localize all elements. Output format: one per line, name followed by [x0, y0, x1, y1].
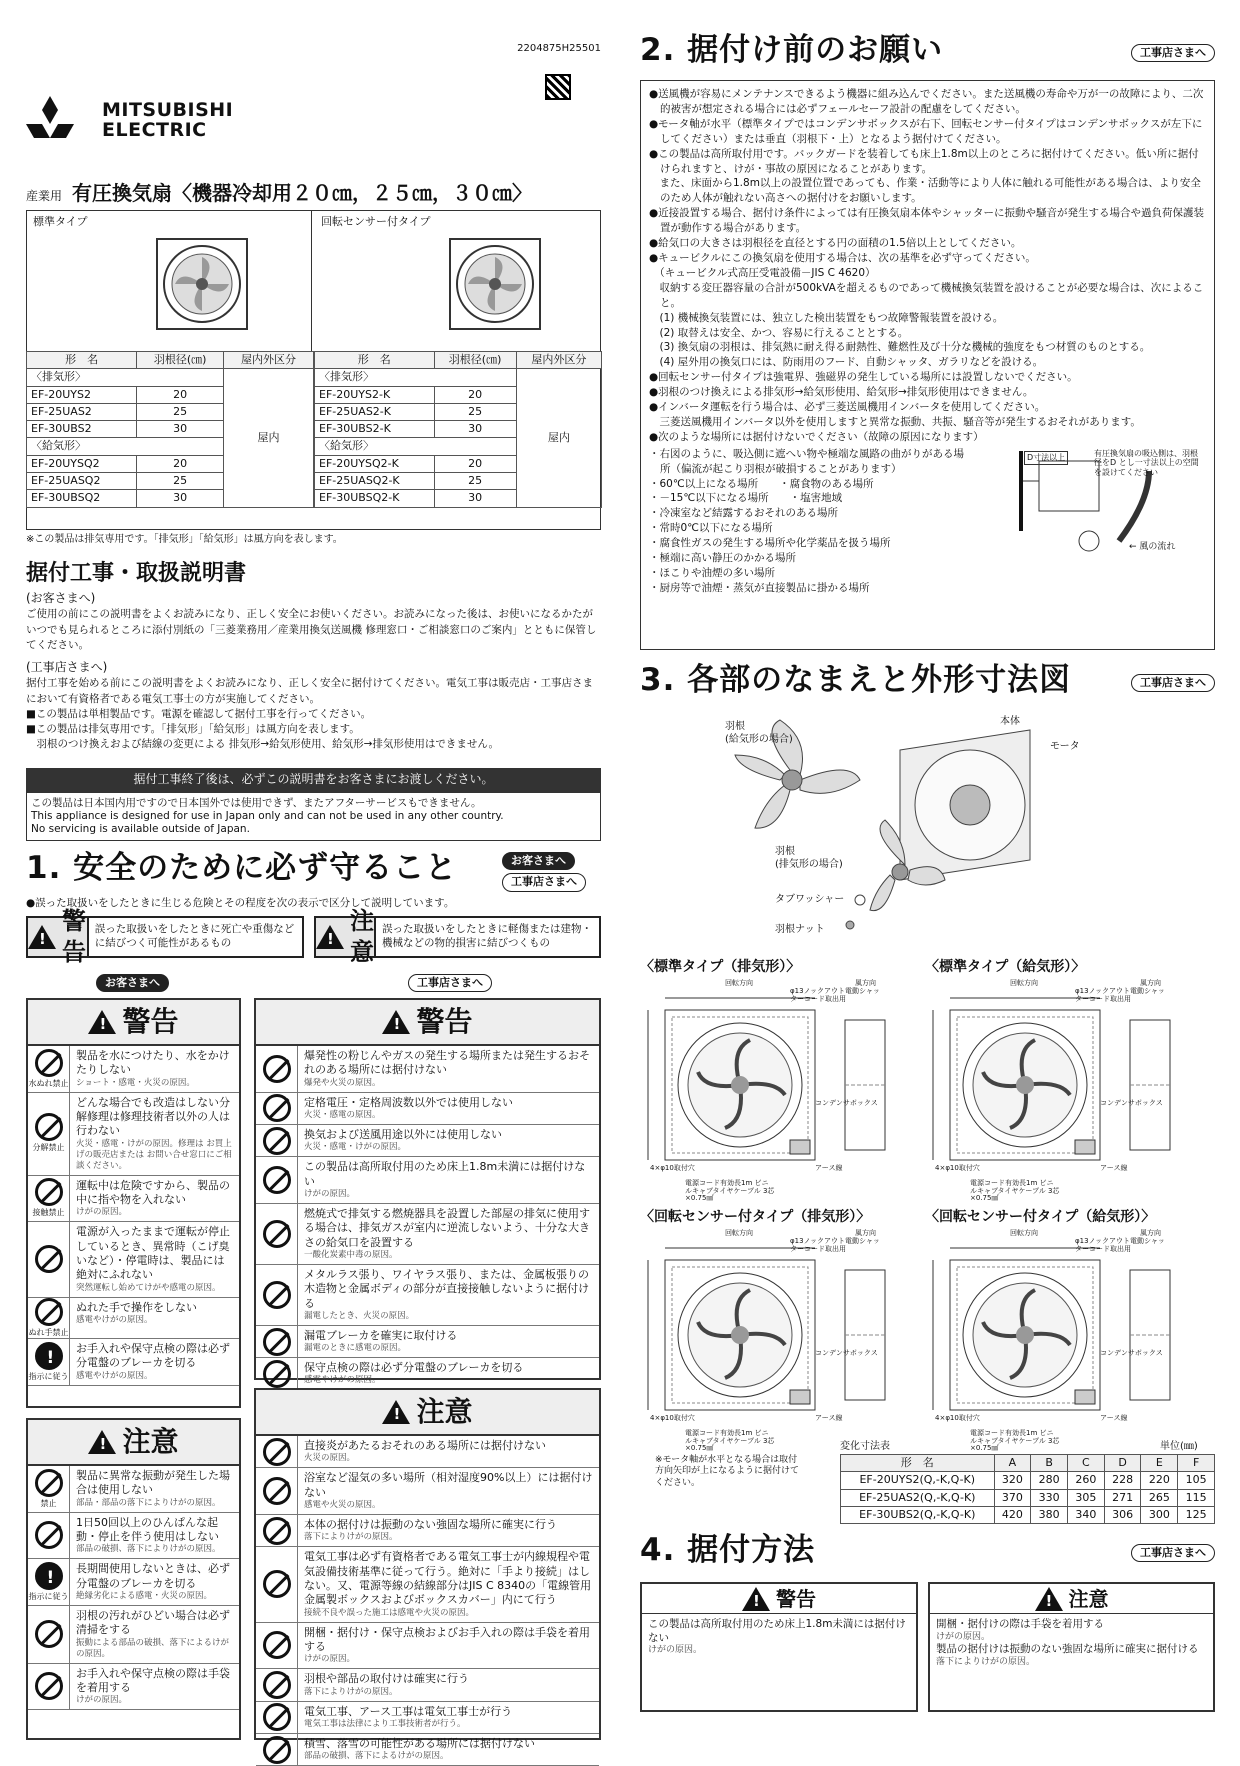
- label-washer: タブワッシャー: [775, 894, 845, 905]
- model-table-sensor: 形 名 羽根径(㎝) 屋内外区分 〈排気形〉 屋内 EF-20UYS2-K 20 EF-25UAS2-K 25 EF-30UBS2-K 30 〈給気形〉 EF-20UYSQ2-K 20 EF-25UASQ2-K 25 EF-30UBSQ2-K 30: [314, 351, 602, 508]
- item-text: 積雪、落雪の可能性がある場所には据付けない: [304, 1736, 535, 1750]
- installer-pill-2: 工事店さまへ: [408, 974, 492, 992]
- list-item: 収納する変圧器容量の合計が500kVAを超えるものであって機械換気装置を設けることが必要な場合は、次によること。: [649, 281, 1204, 309]
- item-text: 開梱・据付け・保守点検およびお手入れの際は手袋を着用する: [304, 1625, 590, 1653]
- list-item: ●キュービクルにこの換気扇を使用する場合は、次の基準を必ず守ってください。: [649, 251, 1036, 264]
- list-item: [256, 1204, 599, 1265]
- list-item: また、床面から1.8m以上の設置位置であっても、作業・活動等により人体に触れる可能性がある場合は、より安全のため人体が触れない高さへの据付けをお願いします。: [649, 177, 1201, 205]
- list-item: 接触禁止 運転中は危険ですから、製品の中に指や物を入れない けがの原因。: [28, 1176, 239, 1223]
- list-item: ●送風機が容易にメンテナンスできるよう機器に組み込んでください。また送風機の寿命や万が一の故障により、二次的被害が想定される場合には必ずフェールセーフ設計の配慮をしてください。: [649, 88, 1204, 115]
- mounting-holes-label: 4×φ10取付穴: [650, 1164, 695, 1172]
- item-subtext: 落下によりけがの原因。: [304, 1686, 398, 1697]
- list-item: ・常時0℃以下になる場所: [649, 522, 773, 535]
- wind-direction-label: 風方向: [1140, 1229, 1161, 1237]
- section1-title: 1. 安全のために必ず守ること: [26, 850, 458, 886]
- prohibition-icon: [35, 1620, 63, 1648]
- customer-pill-2: お客さまへ: [96, 974, 169, 992]
- section4-caution-box: ! 注意 開梱・据付けの際は手袋を着用する けがの原因。 製品の据付けは振動のない強固な場所に確実に据付ける 落下によりけがの原因。: [928, 1582, 1215, 1712]
- wind-direction-label: 風方向: [1140, 979, 1161, 987]
- prohibition-icon: [263, 1477, 291, 1505]
- document-number: 2204875H25501: [517, 43, 601, 54]
- item-subtext: ショート・感電・火災の原因。: [76, 1077, 195, 1088]
- list-item: ・右図のように、吸込側に遮へい物や極端な風路の曲がりがある場所（偏流が起こり羽根が破損することがあります）: [649, 447, 964, 475]
- prohibition-icon: [263, 1166, 291, 1194]
- item-subtext: けがの原因。: [76, 1695, 128, 1706]
- list-item: [28, 1664, 239, 1711]
- list-item: ・冷凍室など結露するおそれのある場所: [649, 507, 838, 520]
- knockout-label: φ13ノックアウト電動シャッターコード取出用: [790, 1237, 880, 1253]
- label-body: 本体: [1000, 716, 1020, 727]
- item-subtext: 感電やけがの原因。: [304, 1375, 381, 1386]
- list-item: [256, 1734, 599, 1766]
- item-subtext: 接続不良や誤った施工は感電や火災の原因。: [304, 1607, 475, 1618]
- section4-title: 4. 据付方法: [640, 1532, 816, 1568]
- list-item: [256, 1265, 599, 1326]
- prohibition-icon: [35, 1298, 63, 1326]
- capacitor-box-label: コンデンサボックス: [815, 1099, 878, 1107]
- power-cord-label: 電源コード有効長1m ビニルキャブタイヤケーブル 3芯×0.75㎟: [970, 1429, 1060, 1453]
- fan-front-view-icon: [925, 980, 1210, 1195]
- dim-table-unit: 単位(㎜): [1160, 1441, 1198, 1452]
- item-text: 製品を水につけたり、水をかけたりしない: [76, 1049, 230, 1077]
- fan-front-view-icon: [640, 1230, 925, 1445]
- list-item: 分解禁止 どんな場合でも改造はしない分解修理は修理技術者以外の人は行わない 火災・感電・けがの原因。修理は お買上げの販売店または お問い合せ窓口にご相談ください。: [28, 1093, 239, 1176]
- model-box: [26, 210, 601, 530]
- list-item: ぬれ手禁止 ぬれた手で操作をしない 感電やけがの原因。: [28, 1298, 239, 1339]
- list-item: ●インバータ運転を行う場合は、必ず三菱送風機用インバータを使用してください。: [649, 401, 1046, 414]
- list-item: 禁止 製品に異常な振動が発生した場合は使用しない 部品・部品の落下によりけがの原因。: [28, 1466, 239, 1513]
- item-text: 燃焼式で排気する燃焼器具を設置した部屋の排気に使用する場合は、排気ガスが室内に逆流しないよう、十分な大きさの給気口を設置する: [304, 1206, 590, 1249]
- power-cord-label: 電源コード有効長1m ビニルキャブタイヤケーブル 3芯×0.75㎟: [685, 1179, 775, 1203]
- prohibition-icon: [263, 1281, 291, 1309]
- customer-warning-panel: ! 警告 水ぬれ禁止 製品を水につけたり、水をかけたりしない ショート・感電・火災の原因。 分解禁止 どんな場合でも改造はしない分解修理は修理技術者以外の人は行わない 火災・感電・けがの原因。修理は お買上げの販売店または お問い合せ窓口にご相談ください。 接触禁止 運転中は危険ですから、製品の中に指や物を入れない けがの原因。 電源が入ったままで運転が停止しているとき、異常時（こげ臭いなど）・停電時は、製品には絶対にふれない 突然運転し始めてけがや感電の原因。 ぬれ手禁止 ぬれた手で操作をしない 感電やけがの原因。 ! 指示に従う お手入れや保守点検の際は必ず分電盤のブレーカを切る 感電やけがの原因。: [26, 998, 241, 1408]
- earth-wire-label: アース線: [1100, 1164, 1128, 1172]
- label-nut: 羽根ナット: [775, 924, 825, 935]
- qr-code: [545, 74, 571, 100]
- warning-legend: ! 警告 誤った取扱いをしたときに死亡や重傷などに結びつく可能性があるもの: [26, 916, 304, 958]
- parts-diagram: [640, 710, 1215, 950]
- section2-box: [640, 80, 1215, 650]
- list-item: ! 指示に従う 長期間使用しないときは、必ず分電盤のブレーカを切る 絶縁劣化による感電・火災の原因。: [28, 1559, 239, 1606]
- item-subtext: 落下によりけがの原因。: [304, 1532, 398, 1543]
- list-item: ●給気口の大きさは羽根径を直径とする円の面積の1.5倍以上としてください。: [649, 237, 1022, 250]
- power-cord-label: 電源コード有効長1m ビニルキャブタイヤケーブル 3芯×0.75㎟: [685, 1429, 775, 1453]
- item-text: 電気工事、アース工事は電気工事士が行う: [304, 1704, 513, 1718]
- prohibition-icon: [263, 1094, 291, 1122]
- fan-standard-icon: [147, 229, 257, 339]
- list-item: [256, 1358, 599, 1390]
- list-item: ●次のような場所には据付けないでください（故障の原因になります）: [649, 430, 984, 443]
- inlet-note: 有圧換気扇の吸込側は、羽根径をD とし一寸法以上の空間を設けてください: [1094, 448, 1199, 477]
- item-subtext: 漏電したとき、火災の原因。: [304, 1310, 415, 1321]
- item-subtext: 火災の原因。: [304, 1453, 356, 1464]
- prohibition-icon: [35, 1521, 63, 1549]
- list-item: [28, 1513, 239, 1560]
- section4-warning-box: ! 警告 この製品は高所取付用のため床上1.8m未満には据付けない けがの原因。: [640, 1582, 918, 1712]
- item-text: 保守点検の際は必ず分電盤のブレーカを切る: [304, 1361, 524, 1375]
- rotation-direction-label: 回転方向: [725, 979, 753, 987]
- product-title: 産業用 有圧換気扇〈機器冷却用２０㎝，２５㎝，３０㎝〉: [26, 181, 533, 205]
- list-item: [256, 1468, 599, 1515]
- item-subtext: 感電やけがの原因。: [76, 1314, 153, 1325]
- sensor-type-label: 回転センサー付タイプ: [321, 215, 431, 228]
- prohibition-icon: [35, 1113, 63, 1141]
- rotation-direction-label: 回転方向: [725, 1229, 753, 1237]
- item-text: 製品に異常な振動が発生した場合は使用しない: [76, 1469, 230, 1497]
- section3-title: 3. 各部のなまえと外形寸法図: [640, 662, 1072, 698]
- left-column: [26, 30, 601, 1762]
- installer-warning-panel: ! 警告 爆発性の粉じんやガスの発生する場所または発生するおそれのある場所には据付けない 爆発や火災の原因。 定格電圧・定格周波数以外では使用しない 火災・感電の原因。 換気および送風用途以外には使用しない 火災・感電・けがの原因。 この製品は高所取付用のため床上1.8m未満には据付けない けがの原因。 燃焼式で排気する燃焼器具を設置した部屋の排気に使用する場合は、排気ガスが室内に逆流しないよう、十分な大きさの給気口を設置する 一酸化炭素中毒の原因。 メタルラス張り、ワイヤラス張り、または、金属板張りの木造物と金属ボディの部分が直接接触しないように据付ける 漏電したとき、火災の原因。 漏電ブレーカを確実に取付ける 漏電のときに感電の原因。 保守点検の際は必ず分電盤のブレーカを切る 感電やけがの原因。: [254, 998, 601, 1380]
- motor-axis-note: ※モータ軸が水平となる場合は取付方向矢印が上になるように据付けてください。: [655, 1455, 800, 1488]
- model-table-standard: 形 名 羽根径(㎝) 屋内外区分 〈排気形〉 屋内 EF-20UYS2 20 EF-25UAS2 25 EF-30UBS2 30 〈給気形〉 EF-20UYSQ2 20 EF-25UASQ2 25 EF-30UBSQ2 30: [26, 351, 314, 508]
- dimension-drawing: [640, 1230, 925, 1445]
- item-text: 直接炎があたるおそれのある場所には据付けない: [304, 1439, 546, 1452]
- prohibition-icon: [263, 1517, 291, 1545]
- knockout-label: φ13ノックアウト電動シャッターコード取出用: [1075, 1237, 1165, 1253]
- prohibition-icon: [263, 1736, 291, 1764]
- item-subtext: けがの原因。: [304, 1654, 356, 1665]
- list-item: ●回転センサー付タイプは強電界、強磁界の発生している場所には設置しないでください。: [649, 371, 1078, 384]
- instruction-icon: [35, 1562, 63, 1590]
- item-text: 運転中は危険ですから、製品の中に指や物を入れない: [76, 1178, 230, 1206]
- prohibition-icon: [35, 1178, 63, 1206]
- prohibition-icon: [263, 1570, 291, 1598]
- label-blade-exhaust: 羽根 (排気形の場合): [775, 846, 843, 870]
- dim-title-sensor-supply: 〈回転センサー付タイプ（給気形）〉: [925, 1209, 1156, 1225]
- item-text: 爆発性の粉じんやガスの発生する場所または発生するおそれのある場所には据付けない: [304, 1049, 590, 1077]
- dim-table-title: 変化寸法表: [840, 1441, 890, 1452]
- section1-pills: [502, 852, 586, 892]
- item-subtext: 突然運転し始めてけがや感電の原因。: [76, 1282, 221, 1293]
- item-text: 本体の据付けは振動のない強固な場所に確実に行う: [304, 1517, 557, 1531]
- item-subtext: 電気工事は法律により工事技術者が行う。: [304, 1718, 466, 1729]
- capacitor-box-label: コンデンサボックス: [1100, 1349, 1163, 1357]
- capacitor-box-label: コンデンサボックス: [1100, 1099, 1163, 1107]
- item-text: 電源が入ったままで運転が停止しているとき、異常時（こげ臭いなど）・停電時は、製品には絶対にふれない: [76, 1225, 230, 1282]
- list-item: [256, 1547, 599, 1622]
- dimension-drawing: [925, 1230, 1210, 1445]
- list-item: [256, 1515, 599, 1547]
- dim-title-standard-exhaust: 〈標準タイプ（排気形）〉: [640, 959, 801, 975]
- item-text: お手入れや保守点検の際は必ず分電盤のブレーカを切る: [76, 1341, 230, 1370]
- item-subtext: 一酸化炭素中毒の原因。: [304, 1249, 398, 1260]
- brand-name: MITSUBISHI ELECTRIC: [102, 99, 234, 141]
- prohibition-icon: [263, 1055, 291, 1083]
- item-subtext: 火災・感電の原因。: [304, 1109, 381, 1120]
- customer-pill: お客さまへ: [502, 852, 575, 870]
- earth-wire-label: アース線: [1100, 1414, 1128, 1422]
- earth-wire-label: アース線: [815, 1164, 843, 1172]
- section2-places-list: [649, 447, 969, 596]
- manual-title: 据付工事・取扱説明書: [26, 561, 247, 586]
- list-item: [28, 1222, 239, 1297]
- dimension-drawing: [925, 980, 1210, 1195]
- warning-triangle-icon: [28, 925, 56, 949]
- section1-intro: ●誤った取扱いをしたときに生じる危険とその程度を次の表示で区分して説明しています。: [26, 897, 455, 909]
- item-subtext: けがの原因。: [304, 1188, 356, 1199]
- item-subtext: 部品の破損、落下によるけがの原因。: [304, 1751, 449, 1762]
- prohibition-icon: [263, 1438, 291, 1466]
- list-item: (3) 換気扇の羽根は、排気熱に耐え得る耐熱性、難燃性及び十分な機械的強度をもつ材質のものとする。: [649, 341, 1151, 354]
- prohibition-icon: [263, 1127, 291, 1155]
- list-item: [256, 1436, 599, 1468]
- prohibition-icon: [263, 1360, 291, 1388]
- prohibition-icon: [35, 1049, 63, 1077]
- list-item: (4) 屋外用の換気口には、防雨用のフード、自動シャッタ、ガラリなどを設ける。: [649, 356, 1044, 369]
- rotation-direction-label: 回転方向: [1010, 979, 1038, 987]
- list-item: ・厨房等で油煙・蒸気が直接製品に掛かる場所: [649, 581, 870, 594]
- list-item: (1) 機械換気装置には、独立した検出装置をもつ故障警報装置を設ける。: [649, 311, 1004, 324]
- item-text: 浴室など湿気の多い場所（相対湿度90%以上）には据付けない: [304, 1471, 593, 1499]
- caution-triangle-icon: [316, 925, 344, 949]
- section3-pill: 工事店さまへ: [1131, 674, 1215, 692]
- list-item: [28, 1606, 239, 1664]
- right-column: [640, 30, 1215, 1740]
- list-item: [256, 1125, 599, 1157]
- rotation-direction-label: 回転方向: [1010, 1229, 1038, 1237]
- prohibition-icon: [263, 1220, 291, 1248]
- item-subtext: 絶縁劣化による感電・火災の原因。: [76, 1590, 213, 1601]
- item-text: 定格電圧・定格周波数以外では使用しない: [304, 1095, 513, 1109]
- list-item: ・60℃以上になる場所 ・腐食物のある場所: [649, 477, 874, 490]
- fan-front-view-icon: [925, 1230, 1210, 1445]
- fan-front-view-icon: [640, 980, 925, 1195]
- prohibition-icon: [263, 1671, 291, 1699]
- item-subtext: 爆発や火災の原因。: [304, 1077, 381, 1088]
- item-subtext: 部品の破損、落下によりけがの原因。: [76, 1544, 221, 1555]
- item-text: 電気工事は必ず有資格者である電気工事士が内線規程や電気設備技術基準に従って行う。絶対に「手より接続」はしない。又、電源等線の結線部分はJIS C 8340の「電線管用金属製ボックスおよびボックスカバー」内にて行う: [304, 1550, 592, 1607]
- item-text: この製品は高所取付用のため床上1.8m未満には据付けない: [304, 1160, 586, 1188]
- list-item: ・極端に高い静圧のかかる場所: [649, 552, 796, 565]
- parts-exploded-icon: [640, 710, 1215, 950]
- list-item: ●この製品は高所取付用です。バックガードを装着しても床上1.8m以上のところに据付けてください。低い所に据付けられますと、けが・事故の原因になることがあります。: [649, 147, 1199, 175]
- item-text: ぬれた手で操作をしない: [76, 1300, 197, 1314]
- table-row: EF-20UYS2(Q,-K,Q-K) 320 280 260 228 220 105: [841, 1472, 1215, 1489]
- section2-title: 2. 据付け前のお願い: [640, 32, 944, 68]
- mounting-holes-label: 4×φ10取付穴: [935, 1164, 980, 1172]
- japan-only-notice: この製品は日本国内用ですので日本国外では使用できず、またアフターサービスもできません。 This appliance is designed for use in Japan only and can not be used in any other country. No servicing is available outside of Japan.: [26, 792, 601, 841]
- handover-banner: 据付工事終了後は、必ずこの説明書をお客さまにお渡しください。: [26, 768, 601, 792]
- item-subtext: 部品・部品の落下によりけがの原因。: [76, 1497, 221, 1508]
- list-item: [256, 1046, 599, 1093]
- item-subtext: 振動による部品の破損、落下によるけがの原因。: [76, 1637, 230, 1659]
- label-blade-supply: 羽根 (給気形の場合): [725, 721, 793, 745]
- wind-direction-label: 風方向: [855, 979, 876, 987]
- list-item: ●近接設置する場合、据付け条件によっては有圧換気扇本体やシャッターに振動や騒音が発生する場合や過負荷保護装置が動作する場合があります。: [649, 207, 1204, 235]
- caution-legend: ! 注意 誤った取扱いをしたときに軽傷または建物・機械などの物的損害に結びつくもの: [314, 916, 601, 958]
- section2-bullet-list: [649, 87, 1206, 445]
- prohibition-icon: [263, 1328, 291, 1356]
- dim-table: 形 名 A B C D E F EF-20UYS2(Q,-K,Q-K) 320 280 260 228 220 105 EF-25UAS2(Q,-K,Q-K) 370 330 305 271 265 115 EF-30UBS2(Q,-K,Q-K) 420 380 340 306 300 125: [840, 1454, 1215, 1524]
- prohibition-icon: [35, 1245, 63, 1273]
- knockout-label: φ13ノックアウト電動シャッターコード取出用: [1075, 987, 1165, 1003]
- table-row: EF-25UAS2(Q,-K,Q-K) 370 330 305 271 265 115: [841, 1489, 1215, 1506]
- customer-caution-panel: ! 注意 禁止 製品に異常な振動が発生した場合は使用しない 部品・部品の落下によりけがの原因。 1日50回以上のひんぱんな起動・停止を伴う使用はしない 部品の破損、落下によりけがの原因。 ! 指示に従う 長期間使用しないときは、必ず分電盤のブレーカを切る 絶縁劣化による感電・火災の原因。 羽根の汚れがひどい場合は必ず清掃をする 振動による部品の破損、落下によるけがの原因。 お手入れや保守点検の際は手袋を着用する けがの原因。: [26, 1418, 241, 1740]
- item-subtext: 漏電のときに感電の原因。: [304, 1343, 407, 1354]
- list-item: [256, 1669, 599, 1701]
- prohibition-icon: [35, 1469, 63, 1497]
- list-item: [256, 1093, 599, 1125]
- prohibition-icon: [263, 1703, 291, 1731]
- earth-wire-label: アース線: [815, 1414, 843, 1422]
- power-cord-label: 電源コード有効長1m ビニルキャブタイヤケーブル 3芯×0.75㎟: [970, 1179, 1060, 1203]
- list-item: [256, 1326, 599, 1358]
- item-text: 漏電ブレーカを確実に取付ける: [304, 1328, 458, 1342]
- sensor-type-panel: [315, 211, 600, 351]
- prohibition-icon: [35, 1672, 63, 1700]
- instruction-icon: [35, 1342, 63, 1370]
- item-text: 1日50回以上のひんぱんな起動・停止を伴う使用はしない: [76, 1515, 219, 1543]
- section2-pill: 工事店さまへ: [1131, 44, 1215, 62]
- list-item: [256, 1157, 599, 1204]
- item-subtext: けがの原因。: [76, 1207, 128, 1218]
- mounting-holes-label: 4×φ10取付穴: [650, 1414, 695, 1422]
- list-item: ●羽根のつけ換えによる排気形→給気形使用、給気形→排気形使用はできません。: [649, 386, 1034, 399]
- list-item: [256, 1702, 599, 1734]
- list-item: [256, 1623, 599, 1670]
- airflow-label: ← 風の流れ: [1129, 541, 1176, 552]
- dimension-drawing: [640, 980, 925, 1195]
- item-text: 長期間使用しないときは、必ず分電盤のブレーカを切る: [76, 1562, 230, 1590]
- item-text: お手入れや保守点検の際は手袋を着用する: [76, 1666, 230, 1694]
- dim-title-standard-supply: 〈標準タイプ（給気形）〉: [925, 959, 1086, 975]
- list-item: ・－15℃以下になる場所 ・塩害地域: [649, 492, 843, 505]
- section4-pill: 工事店さまへ: [1131, 1544, 1215, 1562]
- standard-type-label: 標準タイプ: [33, 215, 88, 228]
- list-item: ! 指示に従う お手入れや保守点検の際は必ず分電盤のブレーカを切る 感電やけがの原因。: [28, 1339, 239, 1386]
- d-size-label: D寸法以上: [1024, 451, 1068, 465]
- list-item: (2) 取替えは安全、かつ、容易に行えることとする。: [649, 326, 909, 339]
- item-subtext: 感電やけがの原因。: [76, 1370, 153, 1381]
- prohibition-icon: [263, 1631, 291, 1659]
- installer-pill: 工事店さまへ: [502, 873, 586, 891]
- list-item: （キュービクル式高圧受電設備－JIS C 4620）: [649, 266, 876, 279]
- item-text: どんな場合でも改造はしない分解修理は修理技術者以外の人は行わない: [76, 1095, 230, 1138]
- item-subtext: 火災・感電・けがの原因。: [304, 1142, 407, 1153]
- list-item: 三菱送風機用インバータ以外を使用しますと異常な振動、共振、騒音等が発生するおそれがあります。: [649, 415, 1141, 428]
- list-item: ●モータ軸が水平（標準タイプではコンデンサボックスが右下、回転センサー付タイプはコンデンサボックスが左下にしてください）または垂直（羽根下・上）となるよう据付けてください。: [649, 117, 1203, 145]
- model-note: ※この製品は排気専用です。「排気形」「給気形」は風方向を表します。: [26, 534, 343, 545]
- label-motor: モータ: [1050, 741, 1080, 752]
- item-text: メタルラス張り、ワイヤラス張り、または、金属板張りの木造物と金属ボディの部分が直接接触しないように据付ける: [304, 1267, 590, 1310]
- capacitor-box-label: コンデンサボックス: [815, 1349, 878, 1357]
- wind-direction-label: 風方向: [855, 1229, 876, 1237]
- item-subtext: 火災・感電・けがの原因。修理は お買上げの販売店または お問い合せ窓口にご相談ください。: [76, 1138, 232, 1171]
- list-item: ・ほこりや油煙の多い場所: [649, 567, 775, 579]
- item-text: 羽根や部品の取付けは確実に行う: [304, 1672, 469, 1686]
- fan-sensor-icon: [440, 229, 550, 339]
- item-subtext: 感電や火災の原因。: [304, 1499, 381, 1510]
- item-text: 換気および送風用途以外には使用しない: [304, 1127, 502, 1141]
- list-item: ・腐食性ガスの発生する場所や化学薬品を扱う場所: [649, 537, 891, 550]
- dim-title-sensor-exhaust: 〈回転センサー付タイプ（排気形）〉: [640, 1209, 871, 1225]
- knockout-label: φ13ノックアウト電動シャッターコード取出用: [790, 987, 880, 1003]
- item-text: 羽根の汚れがひどい場合は必ず清掃をする: [76, 1608, 230, 1637]
- installer-caution-panel: ! 注意 直接炎があたるおそれのある場所には据付けない 火災の原因。 浴室など湿気の多い場所（相対湿度90%以上）には据付けない 感電や火災の原因。 本体の据付けは振動のない強固な場所に確実に行う 落下によりけがの原因。 電気工事は必ず有資格者である電気工事士が内線規程や電気設備技術基準に従って行う。絶対に「手より接続」はしない。又、電源等線の結線部分はJIS C 8340の「電線管用金属製ボックスおよびボックスカバー」内にて行う 接続不良や誤った施工は感電や火災の原因。 開梱・据付け・保守点検およびお手入れの際は手袋を着用する けがの原因。 羽根や部品の取付けは確実に行う 落下によりけがの原因。 電気工事、アース工事は電気工事士が行う 電気工事は法律により工事技術者が行う。 積雪、落雪の可能性がある場所には据付けない 部品の破損、落下によるけがの原因。: [254, 1388, 601, 1740]
- customer-section: (お客さまへ) ご使用の前にこの説明書をよくお読みになり、正しく安全にお使いください。お読みになった後は、お使いになるかたがいつでも見られるところに添付別紙の「三菱業務用／産業用換気送風機 修理窓口・ご相談窓口のご案内」とともに保管してください。 (工事店さまへ) 据付工事を始める前にこの説明書をよくお読みになり、正しく安全に据付けてください。電気工事は販売店・工事店さまにおいて有資格者である電気工事士の方が実施してください。 ■この製品は単相製品です。電源を確認して据付工事を行ってください。 ■この製品は排気専用です。「排気形」「給気形」は風方向を表します。 羽根のつけ換えおよび結線の変更による 排気形→給気形使用、給気形→排気形使用はできません。: [26, 591, 597, 751]
- table-row: EF-30UBS2(Q,-K,Q-K) 420 380 340 306 300 125: [841, 1506, 1215, 1523]
- standard-type-panel: [27, 211, 312, 351]
- mounting-holes-label: 4×φ10取付穴: [935, 1414, 980, 1422]
- list-item: 水ぬれ禁止 製品を水につけたり、水をかけたりしない ショート・感電・火災の原因。: [28, 1046, 239, 1093]
